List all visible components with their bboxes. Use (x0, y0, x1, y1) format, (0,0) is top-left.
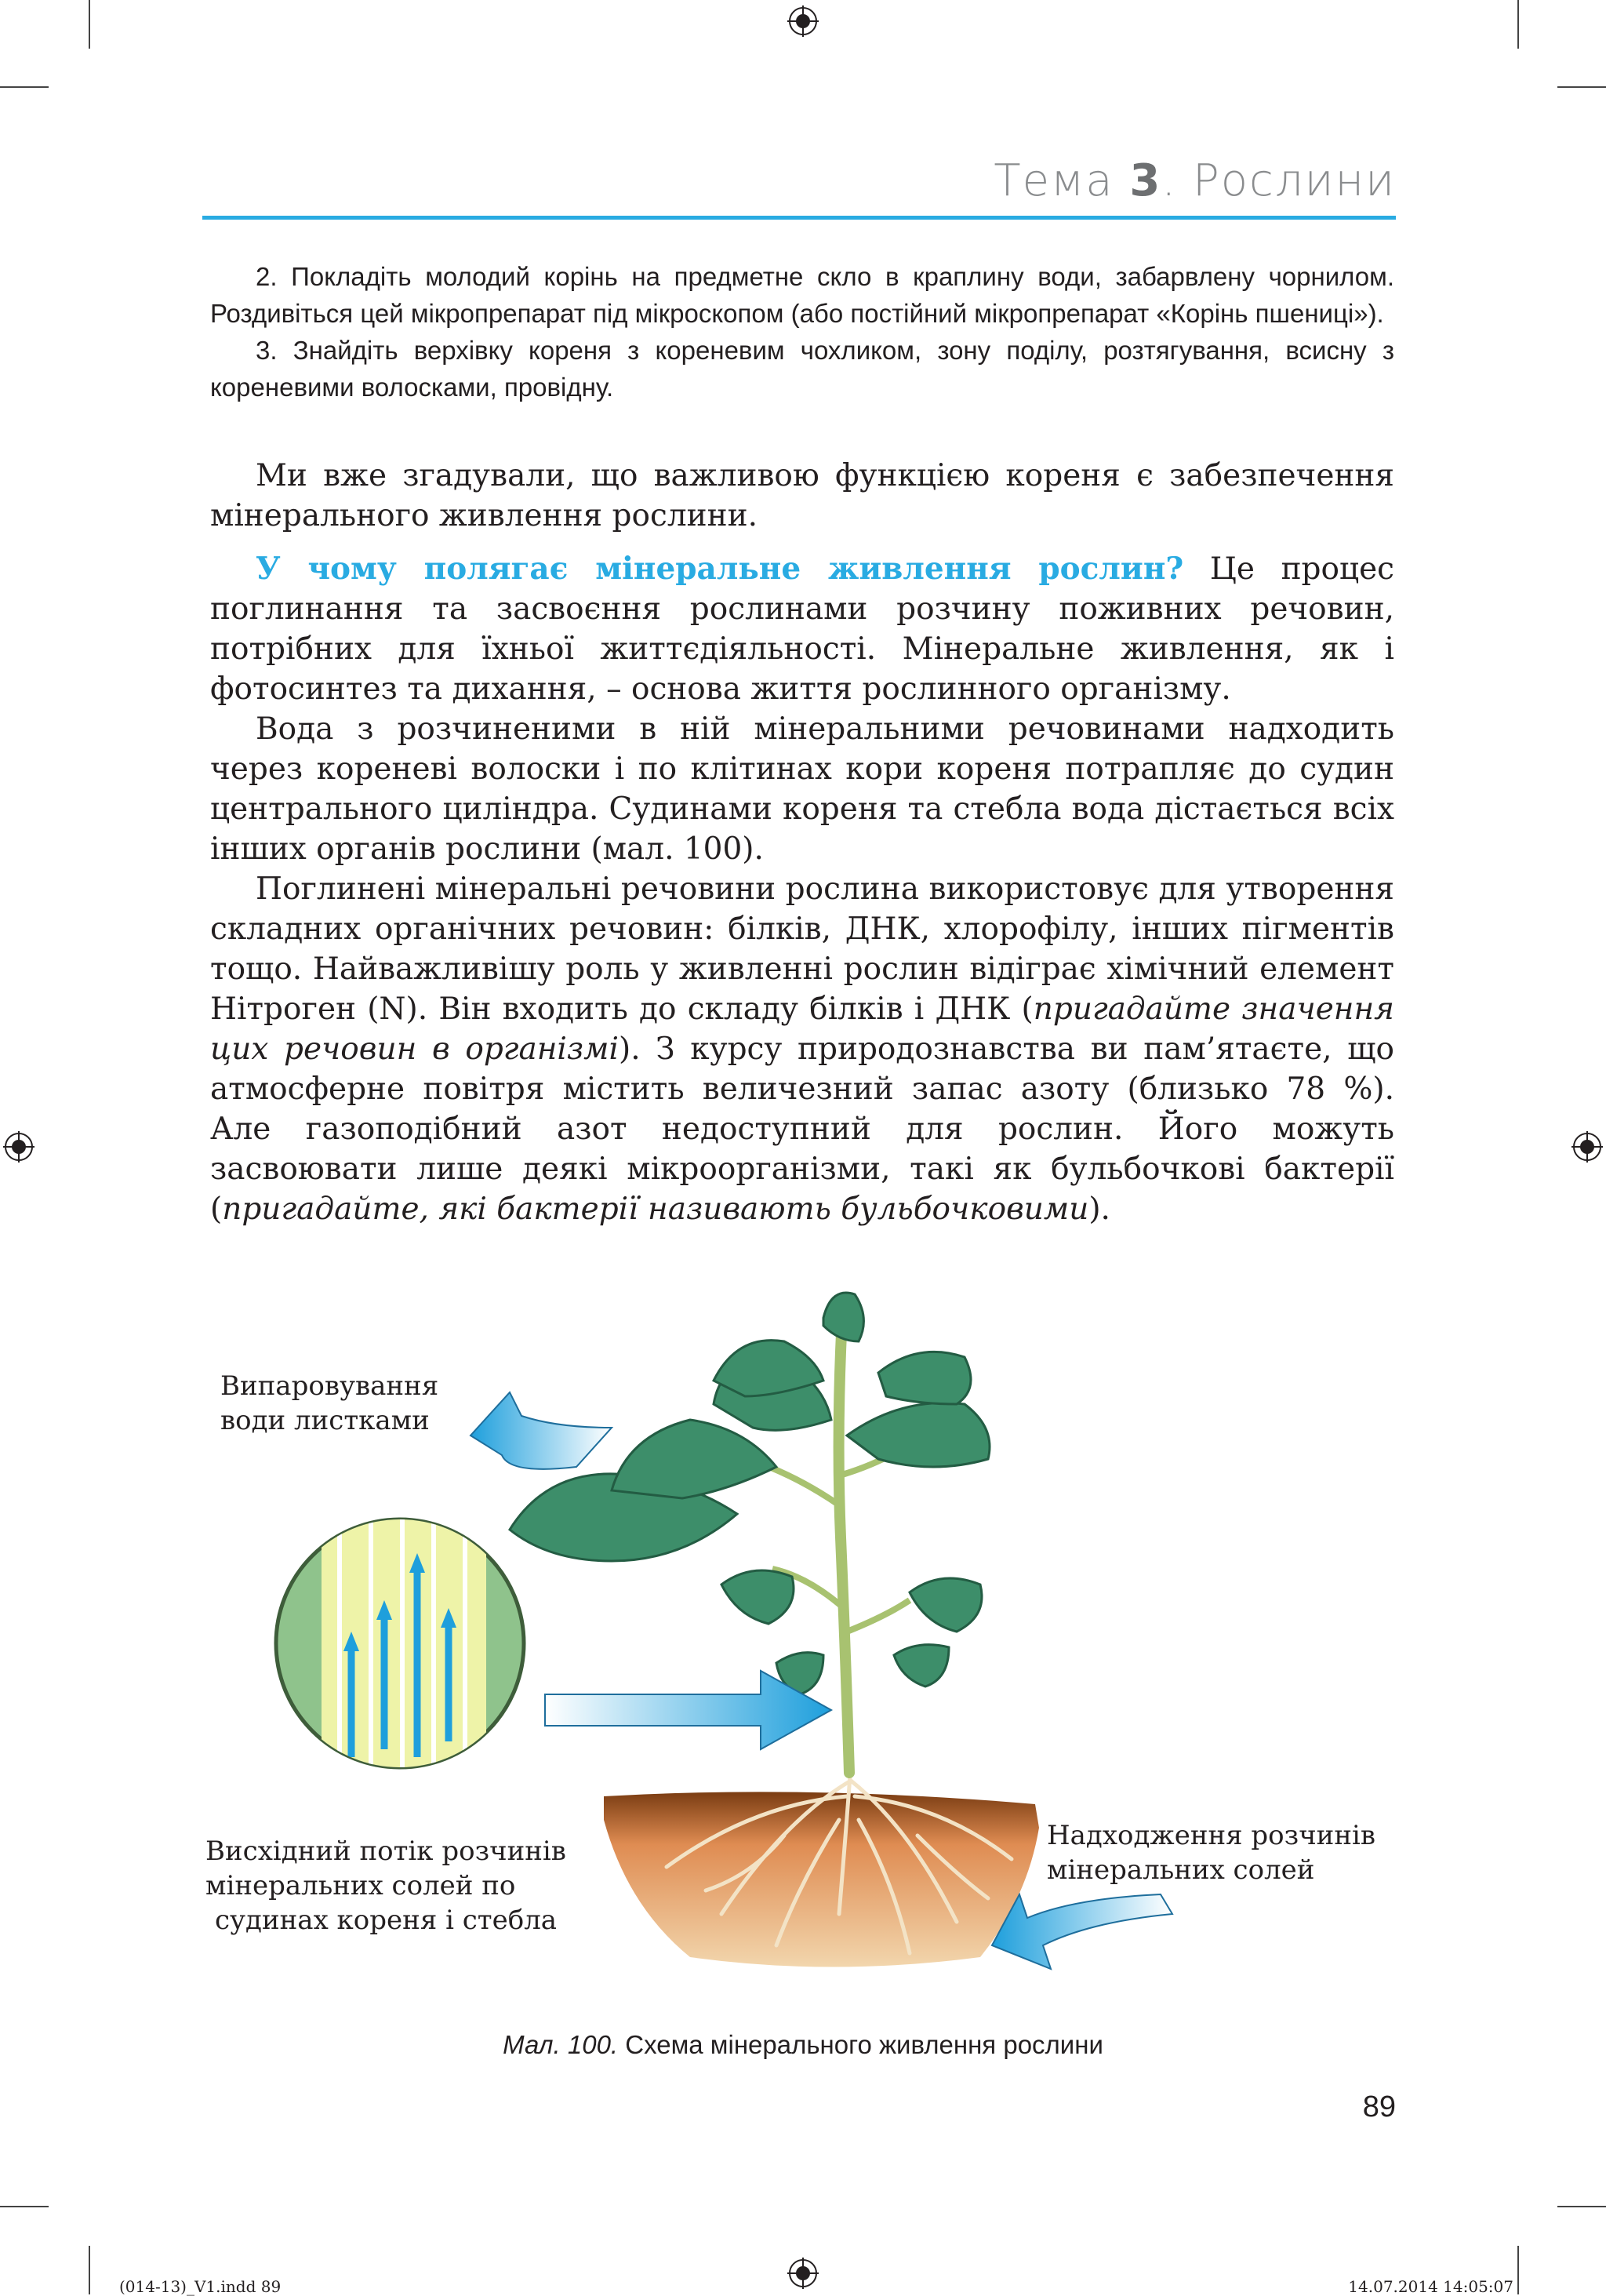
main-section (210, 549, 1394, 1229)
plant-roots (667, 1765, 1012, 1953)
label-line: Випаровування (220, 1370, 439, 1402)
lab-task-steps (210, 258, 1394, 406)
question-answer: Це процес поглинання та засвоєння рослинами розчину поживних речовин, потрібних для їхньої життєдіяльності. Мінеральне живлення, як і фотосинтез та дихання, – основа життя рослинного організму. (210, 551, 1395, 707)
nitrogen-text-1: Поглинені мінеральні речовини рослина використовує для утворення складних органічних речовин: білків, ДНК, хлорофілу, інших пігментів тощо. Найважливішу роль у живленні рослин відіграє хімічний елемент Нітроген (N). Він входить до складу білків і ДНК ( (210, 871, 1394, 1027)
water-paragraph: Вода з розчиненими в ній мінеральними речовинами надходить через кореневі волоски і по клітинах кори кореня потрапляє до судин центрального циліндра. Судинами кореня та стебла вода дістається всіх інших органів рослини (мал. 100). (210, 711, 1394, 867)
registration-mark-icon (787, 2258, 819, 2289)
nitrogen-text-2: ). З курсу природознавства ви пам’ятаєте, що атмосферне повітря містить величезний запас азоту (близько 78 %). Але газоподібний азот недоступний для рослин. Його можуть засвоювати лише деякі мікроорганізми, такі як бульбочкові бактерії ( (210, 1032, 1394, 1227)
slug-file: (014-13)_V1.indd 89 (119, 2277, 282, 2296)
label-upflow (205, 1834, 566, 1938)
crop-mark (89, 2246, 90, 2294)
label-line: мінеральних солей по (205, 1870, 516, 1901)
task-step: 3. Знайдіть верхівку кореня з кореневим чохликом, зону поділу, розтягування, всисну з кореневими волосками, провідну. (210, 336, 1394, 402)
arrow-to-stem (545, 1671, 831, 1749)
header-rule (202, 216, 1396, 220)
label-line: води листками (220, 1405, 430, 1436)
crop-mark (1517, 2246, 1519, 2294)
label-evaporation (220, 1369, 438, 1438)
question-heading: У чому полягає мінеральне живлення рослин? (256, 551, 1184, 587)
nitrogen-italic-1: пригадайте значення цих речовин в організмі (210, 992, 1394, 1067)
crop-mark (1517, 0, 1519, 49)
label-intake (1047, 1818, 1375, 1887)
nitrogen-text-3: ). (1088, 1192, 1110, 1227)
crop-mark (1557, 2206, 1606, 2207)
nitrogen-paragraph (210, 869, 1394, 1229)
chapter-number: 3 (1129, 155, 1162, 206)
intro-paragraph: Ми вже згадували, що важливою функцією кореня є забезпечення мінерального живлення рослини. (210, 458, 1394, 533)
arrow-intake (992, 1894, 1172, 1969)
question-paragraph (210, 549, 1394, 709)
caption-number: Мал. 100. (503, 2030, 619, 2059)
label-line: мінеральних солей (1047, 1854, 1315, 1886)
figure-mineral-nutrition (196, 1279, 1419, 1671)
plant-illustration (196, 1279, 1419, 1671)
registration-mark-icon (3, 1131, 35, 1163)
label-line: Надходження розчинів (1047, 1820, 1376, 1851)
soil (604, 1792, 1039, 1967)
crop-mark (0, 2206, 49, 2207)
page-number: 89 (1362, 2090, 1396, 2123)
label-line: судинах кореня і стебла (215, 1905, 558, 1936)
intro-section (210, 456, 1394, 536)
crop-mark (0, 86, 49, 88)
chapter-header-prefix: Тема (994, 155, 1130, 206)
chapter-header-suffix: . Рослини (1161, 155, 1396, 206)
chapter-header (994, 155, 1396, 206)
caption-text: Схема мінерального живлення рослини (618, 2030, 1103, 2059)
registration-mark-icon (1571, 1131, 1603, 1163)
task-step: 2. Покладіть молодий корінь на предметне скло в краплину води, забарвлену чорнилом. Роздивіться цей мікропрепарат під мікроскопом (або постійний мікропрепарат «Корінь пшениці»). (210, 262, 1394, 328)
crop-mark (89, 0, 90, 49)
label-line: Висхідний потік розчинів (205, 1836, 566, 1867)
nitrogen-italic-2: пригадайте, які бактерії називають бульбочковими (222, 1192, 1089, 1227)
slug-date: 14.07.2014 14:05:07 (1348, 2277, 1513, 2296)
figure-caption (0, 2030, 1606, 2060)
crop-mark (1557, 86, 1606, 88)
registration-mark-icon (787, 5, 819, 37)
